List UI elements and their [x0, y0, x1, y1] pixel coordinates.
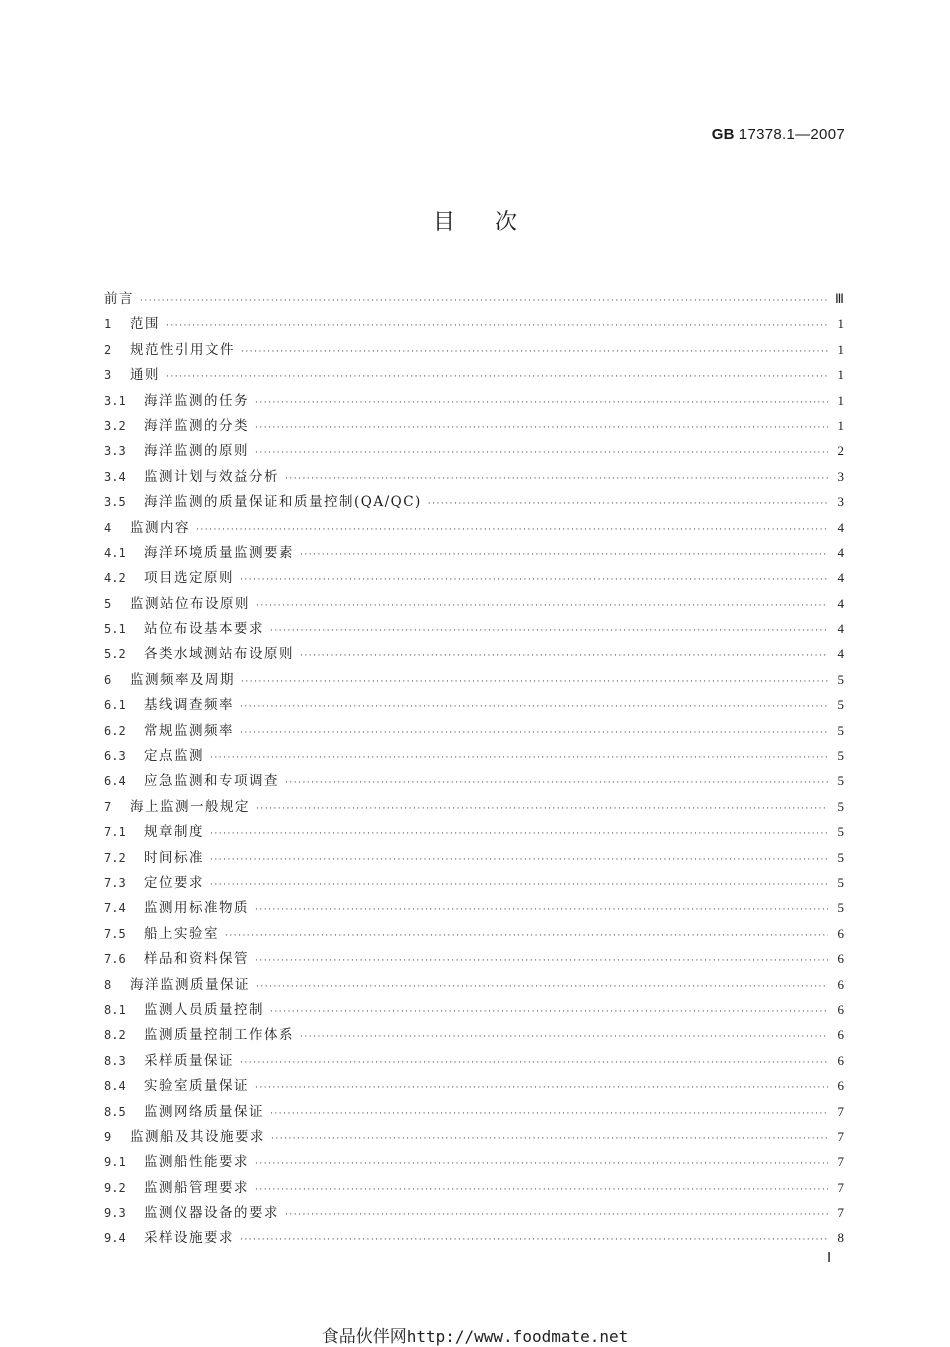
toc-entry[interactable] — [104, 896, 844, 921]
toc-entry[interactable] — [104, 465, 844, 490]
toc-dot-leader — [225, 931, 828, 941]
toc-entry-label: 范围 — [130, 316, 160, 333]
toc-entry-page: 4 — [837, 646, 844, 662]
toc-entry[interactable] — [104, 592, 844, 617]
toc-entry[interactable] — [104, 617, 844, 642]
toc-entry-number: 9.1 — [104, 1155, 126, 1170]
toc-entry-label: 基线调查频率 — [144, 697, 234, 714]
toc-entry-page: 6 — [837, 1027, 844, 1043]
toc-dot-leader — [256, 804, 828, 814]
toc-entry-label: 应急监测和专项调查 — [144, 773, 279, 790]
toc-entry-number: 4 — [104, 520, 112, 535]
toc-dot-leader — [255, 398, 828, 408]
toc-entry-label: 定点监测 — [144, 748, 204, 765]
toc-entry[interactable] — [104, 363, 844, 388]
standard-number: 17378.1—2007 — [738, 126, 845, 143]
toc-entry-label: 监测站位布设原则 — [130, 595, 250, 612]
toc-entry-page: 5 — [837, 748, 844, 764]
toc-dot-leader — [240, 1058, 828, 1068]
toc-entry-number: 5 — [104, 596, 112, 611]
toc-entry[interactable] — [104, 1074, 844, 1099]
toc-entry-number: 7.6 — [104, 952, 126, 967]
toc-entry-page: 6 — [837, 1052, 844, 1068]
toc-dot-leader — [255, 448, 828, 458]
toc-entry[interactable] — [104, 516, 844, 541]
toc-entry-label: 通则 — [130, 367, 160, 384]
toc-entry-page: 5 — [837, 798, 844, 814]
toc-entry-label: 样品和资料保管 — [144, 951, 249, 968]
toc-entry[interactable] — [104, 541, 844, 566]
toc-entry-number: 8 — [104, 977, 112, 992]
toc-dot-leader — [270, 1109, 828, 1119]
toc-entry-number: 5.1 — [104, 622, 126, 637]
toc-entry-label: 监测内容 — [130, 519, 190, 536]
toc-entry-page: 6 — [837, 1001, 844, 1017]
toc-entry[interactable] — [104, 414, 844, 439]
toc-entry-page: 5 — [837, 671, 844, 687]
toc-dot-leader — [255, 905, 828, 915]
toc-entry[interactable] — [104, 1176, 844, 1201]
toc-entry-label: 监测船管理要求 — [144, 1179, 249, 1196]
toc-entry-label: 定位要求 — [144, 874, 204, 891]
toc-entry[interactable] — [104, 693, 844, 718]
toc-dot-leader — [166, 321, 828, 331]
toc-dot-leader — [255, 1159, 828, 1169]
toc-entry[interactable] — [104, 846, 844, 871]
toc-dot-leader — [256, 601, 828, 611]
toc-entry-label: 各类水域测站布设原则 — [144, 646, 294, 663]
toc-entry-number: 4.1 — [104, 545, 126, 560]
toc-entry[interactable] — [104, 439, 844, 464]
toc-entry-page: 6 — [837, 951, 844, 967]
toc-entry[interactable] — [104, 312, 844, 337]
toc-entry-label: 常规监测频率 — [144, 722, 234, 739]
toc-entry-label: 监测船及其设施要求 — [130, 1128, 265, 1145]
toc-dot-leader — [210, 880, 828, 890]
toc-entry-label: 前言 — [104, 291, 134, 307]
toc-entry[interactable] — [104, 744, 844, 769]
toc-dot-leader — [300, 651, 828, 661]
toc-dot-leader — [240, 575, 828, 585]
toc-dot-leader — [210, 829, 828, 839]
toc-entry-number: 8.4 — [104, 1079, 126, 1094]
toc-entry[interactable] — [104, 998, 844, 1023]
toc-entry-number: 8.1 — [104, 1002, 126, 1017]
standard-code — [712, 126, 845, 143]
toc-entry-label: 监测人员质量控制 — [144, 1001, 264, 1018]
toc-entry-page: 5 — [837, 900, 844, 916]
toc-entry-label: 海洋监测的原则 — [144, 443, 249, 460]
toc-entry-label: 监测仪器设备的要求 — [144, 1205, 279, 1222]
toc-entry-label: 项目选定原则 — [144, 570, 234, 587]
toc-entry-number: 6 — [104, 672, 112, 687]
toc-entry[interactable] — [104, 1100, 844, 1125]
toc-entry-number: 4.2 — [104, 571, 126, 586]
toc-entry-page: 3 — [837, 494, 844, 510]
toc-entry-page: 5 — [837, 722, 844, 738]
toc-entry-page: 4 — [837, 570, 844, 586]
toc-entry-number: 7.5 — [104, 926, 126, 941]
watermark-text: 食品伙伴网 — [321, 1327, 407, 1347]
toc-entry[interactable] — [104, 668, 844, 693]
toc-entry[interactable] — [104, 973, 844, 998]
toc-dot-leader — [196, 525, 828, 535]
toc-entry[interactable] — [104, 642, 844, 667]
toc-entry-page: 6 — [837, 925, 844, 941]
toc-entry-page: 6 — [837, 1078, 844, 1094]
toc-entry-number: 3.1 — [104, 393, 126, 408]
toc-entry-number: 3.3 — [104, 444, 126, 459]
toc-dot-leader — [256, 982, 828, 992]
toc-dot-leader — [255, 1083, 828, 1093]
toc-entry[interactable] — [104, 566, 844, 591]
toc-entry[interactable] — [104, 1150, 844, 1175]
toc-entry-number: 2 — [104, 342, 112, 357]
toc-entry-label: 海洋环境质量监测要素 — [144, 544, 294, 561]
toc-entry-number: 6.1 — [104, 698, 126, 713]
toc-dot-leader — [285, 1210, 828, 1220]
toc-dot-leader — [166, 372, 828, 382]
table-of-contents — [104, 287, 844, 1252]
toc-entry-number: 9.4 — [104, 1231, 126, 1246]
toc-entry-page: 4 — [837, 519, 844, 535]
toc-dot-leader — [140, 296, 828, 306]
toc-entry-page: Ⅲ — [835, 291, 844, 306]
toc-entry-label: 海上监测一般规定 — [130, 798, 250, 815]
toc-entry-page: 5 — [837, 773, 844, 789]
toc-entry[interactable] — [104, 719, 844, 744]
toc-entry-number: 8.5 — [104, 1104, 126, 1119]
toc-dot-leader — [210, 855, 828, 865]
toc-entry-page: 7 — [837, 1205, 844, 1221]
toc-entry-label: 站位布设基本要求 — [144, 621, 264, 638]
toc-dot-leader — [270, 626, 828, 636]
toc-entry-number: 3.5 — [104, 495, 126, 510]
toc-dot-leader — [428, 499, 828, 509]
page-number: Ⅰ — [827, 1251, 832, 1266]
toc-dot-leader — [240, 702, 828, 712]
toc-dot-leader — [300, 550, 828, 560]
toc-entry-number: 7 — [104, 799, 112, 814]
toc-entry-label: 船上实验室 — [144, 925, 219, 942]
toc-entry[interactable] — [104, 769, 844, 794]
toc-entry-number: 9.3 — [104, 1206, 126, 1221]
toc-entry[interactable] — [104, 338, 844, 363]
toc-entry-number: 7.1 — [104, 825, 126, 840]
watermark — [0, 1322, 950, 1347]
toc-entry[interactable] — [104, 287, 844, 312]
toc-entry-page: 7 — [837, 1154, 844, 1170]
toc-entry[interactable] — [104, 1049, 844, 1074]
toc-entry-page: 1 — [837, 316, 844, 332]
toc-entry[interactable] — [104, 820, 844, 845]
toc-entry-label: 监测质量控制工作体系 — [144, 1027, 294, 1044]
toc-entry-page: 1 — [837, 367, 844, 383]
toc-entry[interactable] — [104, 389, 844, 414]
toc-entry[interactable] — [104, 795, 844, 820]
toc-entry-label: 监测船性能要求 — [144, 1154, 249, 1171]
toc-entry-page: 6 — [837, 976, 844, 992]
standard-prefix: GB — [711, 126, 735, 143]
toc-entry-label: 海洋监测的分类 — [144, 417, 249, 434]
toc-entry-page: 3 — [837, 468, 844, 484]
toc-entry-label: 监测用标准物质 — [144, 900, 249, 917]
toc-entry-label: 监测频率及周期 — [130, 671, 235, 688]
toc-entry-page: 7 — [837, 1179, 844, 1195]
page-title: 目次 — [432, 210, 557, 235]
toc-dot-leader — [300, 1032, 828, 1042]
toc-entry[interactable] — [104, 1125, 844, 1150]
toc-entry[interactable] — [104, 490, 844, 515]
toc-entry-page: 8 — [837, 1230, 844, 1246]
toc-entry-label: 规范性引用文件 — [130, 341, 235, 358]
toc-entry-page: 7 — [837, 1103, 844, 1119]
toc-entry-label: 采样设施要求 — [144, 1230, 234, 1247]
toc-entry-label: 时间标准 — [144, 849, 204, 866]
toc-entry-label: 实验室质量保证 — [144, 1078, 249, 1095]
toc-entry-label: 海洋监测的任务 — [144, 392, 249, 409]
toc-entry-number: 7.4 — [104, 901, 126, 916]
toc-entry-number: 5.2 — [104, 647, 126, 662]
toc-dot-leader — [255, 423, 828, 433]
toc-entry-page: 5 — [837, 874, 844, 890]
toc-entry-number: 1 — [104, 317, 112, 332]
toc-entry-page: 1 — [837, 417, 844, 433]
toc-entry-label: 采样质量保证 — [144, 1052, 234, 1069]
toc-dot-leader — [285, 778, 828, 788]
toc-entry[interactable] — [104, 1226, 844, 1251]
toc-entry[interactable] — [104, 871, 844, 896]
toc-entry-number: 7.2 — [104, 850, 126, 865]
toc-entry-page: 5 — [837, 697, 844, 713]
toc-entry-page: 1 — [837, 392, 844, 408]
toc-entry-page: 7 — [837, 1128, 844, 1144]
toc-entry-number: 8.3 — [104, 1053, 126, 1068]
toc-dot-leader — [241, 677, 828, 687]
toc-entry-number: 3 — [104, 368, 112, 383]
toc-entry-label: 规章制度 — [144, 824, 204, 841]
toc-dot-leader — [240, 728, 828, 738]
toc-dot-leader — [285, 474, 828, 484]
toc-entry[interactable] — [104, 1201, 844, 1226]
toc-entry-number: 6.3 — [104, 749, 126, 764]
toc-entry-page: 2 — [837, 443, 844, 459]
toc-entry-label: 海洋监测质量保证 — [130, 976, 250, 993]
toc-dot-leader — [255, 1185, 828, 1195]
toc-entry-number: 9.2 — [104, 1180, 126, 1195]
toc-entry-page: 5 — [837, 824, 844, 840]
toc-entry-page: 4 — [837, 544, 844, 560]
toc-entry-page: 4 — [837, 621, 844, 637]
toc-entry-number: 6.4 — [104, 774, 126, 789]
toc-entry-page: 4 — [837, 595, 844, 611]
toc-entry-number: 3.4 — [104, 469, 126, 484]
toc-dot-leader — [255, 956, 828, 966]
toc-entry-label: 海洋监测的质量保证和质量控制(QA/QC) — [144, 494, 422, 511]
toc-entry-label: 监测计划与效益分析 — [144, 468, 279, 485]
toc-dot-leader — [210, 753, 828, 763]
toc-entry-page: 5 — [837, 849, 844, 865]
toc-entry-page: 1 — [837, 341, 844, 357]
toc-dot-leader — [240, 1235, 828, 1245]
toc-entry[interactable] — [104, 947, 844, 972]
toc-dot-leader — [270, 1007, 828, 1017]
toc-entry-number: 3.2 — [104, 418, 126, 433]
toc-entry-number: 8.2 — [104, 1028, 126, 1043]
toc-entry-number: 7.3 — [104, 875, 126, 890]
toc-entry-number: 6.2 — [104, 723, 126, 738]
toc-entry[interactable] — [104, 922, 844, 947]
toc-entry[interactable] — [104, 1023, 844, 1048]
toc-dot-leader — [271, 1134, 828, 1144]
toc-dot-leader — [241, 347, 828, 357]
toc-entry-label: 监测网络质量保证 — [144, 1103, 264, 1120]
watermark-url: http://www.foodmate.net — [406, 1327, 629, 1346]
toc-entry-number: 9 — [104, 1129, 112, 1144]
